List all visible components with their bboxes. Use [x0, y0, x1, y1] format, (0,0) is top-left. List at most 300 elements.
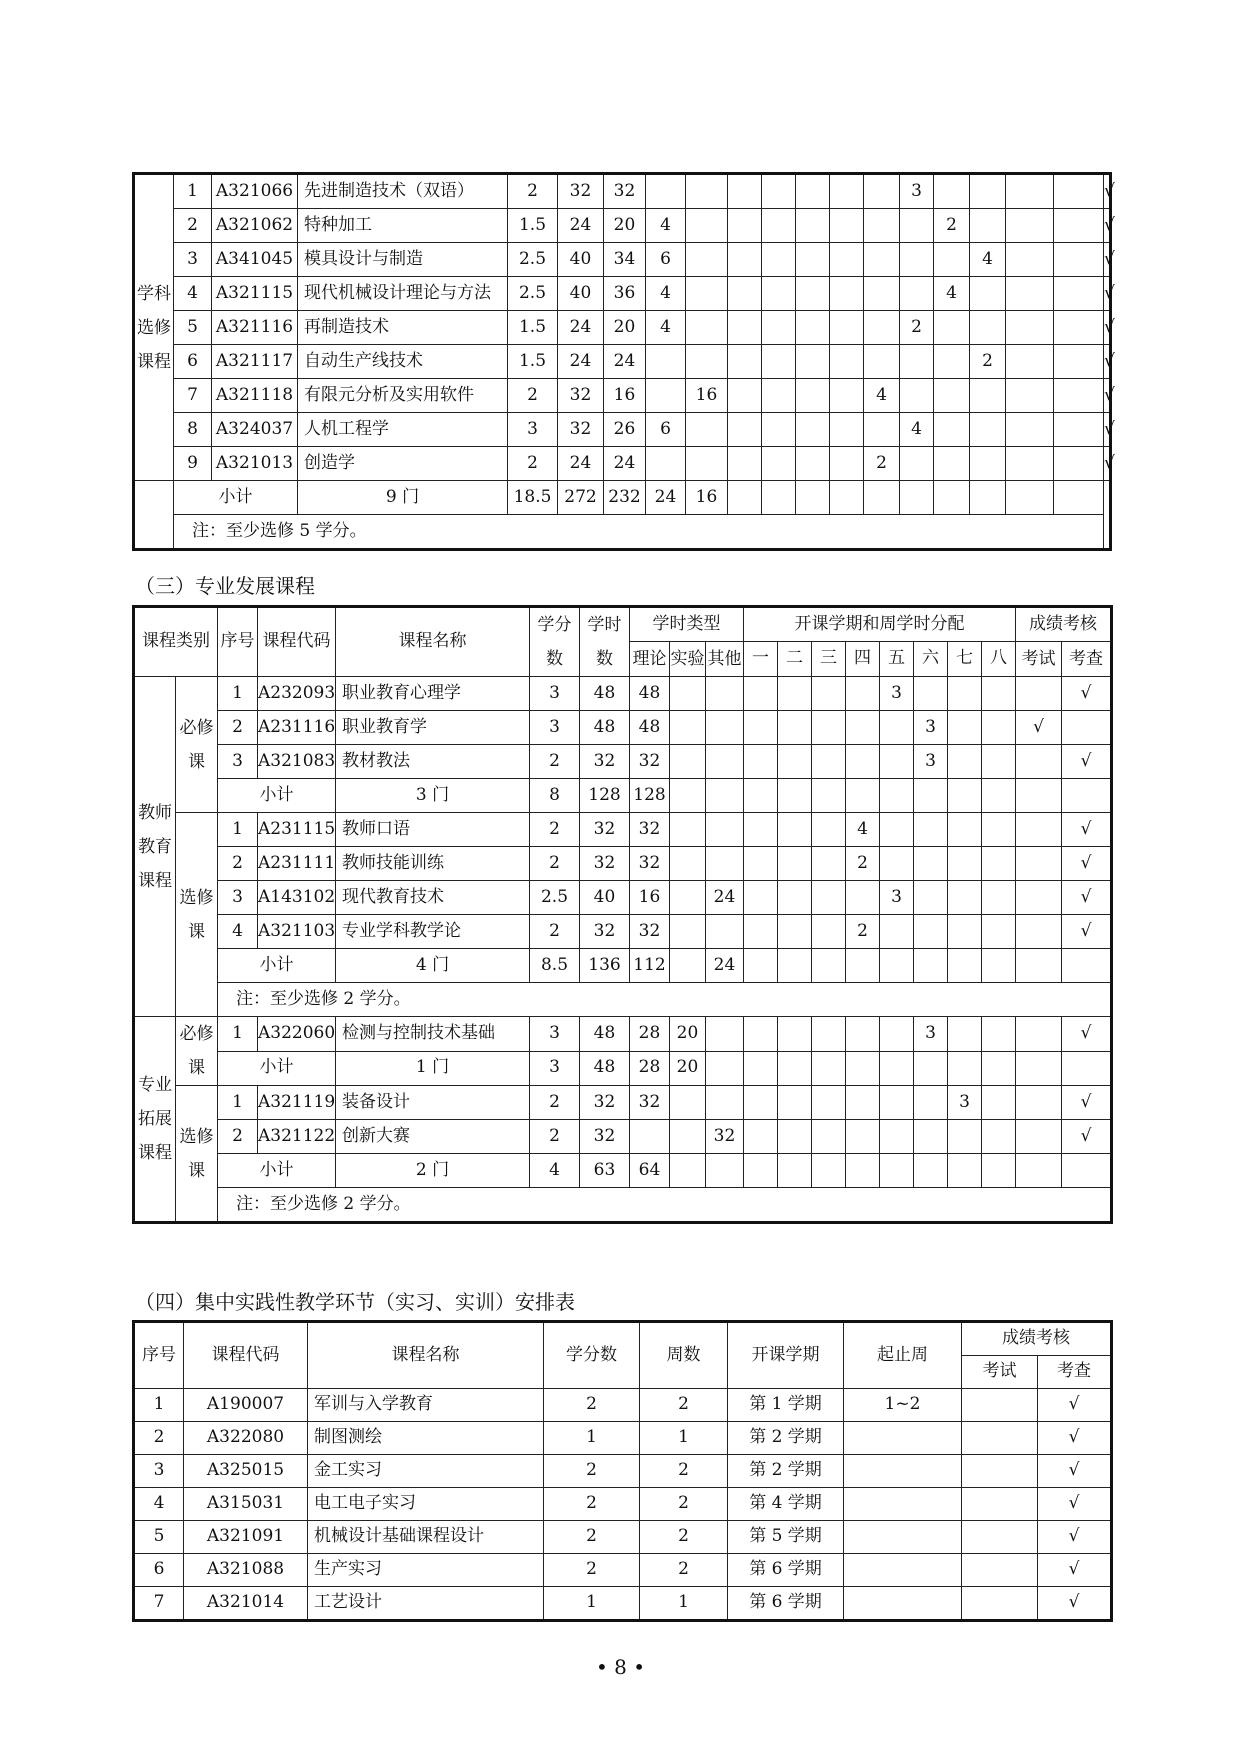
table-cell: [812, 813, 846, 847]
table-cell: [934, 413, 970, 447]
table-cell: 1: [174, 174, 212, 209]
table-cell: [948, 1017, 982, 1052]
table-cell: [864, 413, 900, 447]
table-cell: [880, 779, 914, 813]
header-seq: 序号: [134, 1322, 184, 1389]
table-cell: 40: [580, 881, 630, 915]
table-cell: [880, 745, 914, 779]
table-cell: [646, 345, 686, 379]
table-cell: 1: [640, 1587, 728, 1621]
table-cell: [778, 1051, 812, 1086]
table-cell: [934, 311, 970, 345]
table-cell: [762, 311, 796, 345]
table-cell: 3: [948, 1086, 982, 1120]
table-cell: 4: [646, 277, 686, 311]
table-cell: 1~2: [844, 1389, 962, 1422]
table-row: [134, 209, 1111, 243]
table-cell: √: [1038, 1587, 1112, 1621]
table-cell: 第 5 学期: [728, 1521, 844, 1554]
table-cell: 36: [604, 277, 646, 311]
subtotal-value: 18.5: [508, 481, 558, 515]
table-cell: 136: [580, 949, 630, 983]
table-cell: 3: [174, 243, 212, 277]
header-name: 课程名称: [308, 1322, 544, 1389]
table-cell: 8: [530, 779, 580, 813]
header-sem-7: 七: [948, 642, 982, 677]
table-cell: √: [1104, 243, 1111, 277]
table-cell: 4: [846, 813, 880, 847]
table-cell: [948, 711, 982, 745]
table-cell: 2: [640, 1389, 728, 1422]
table-cell: [982, 915, 1016, 949]
table-cell: 28: [630, 1017, 670, 1052]
table-cell: 32: [630, 915, 670, 949]
table-cell: [728, 379, 762, 413]
table-cell: [880, 915, 914, 949]
table-cell: 有限元分析及实用软件: [298, 379, 508, 413]
practice-schedule-table: [132, 1320, 1113, 1622]
note-row: [134, 1188, 1112, 1223]
table-cell: 第 2 学期: [728, 1422, 844, 1455]
table-cell: 63: [580, 1154, 630, 1188]
table-cell: 2: [508, 174, 558, 209]
table-cell: 特种加工: [298, 209, 508, 243]
header-sem-2: 二: [778, 642, 812, 677]
table-cell: 职业教育心理学: [336, 677, 530, 711]
note-text: 注：至少选修 2 学分。: [218, 1188, 1112, 1223]
table-cell: [812, 949, 846, 983]
table-cell: [844, 1587, 962, 1621]
table-cell: 16: [630, 881, 670, 915]
table-cell: 2: [544, 1389, 640, 1422]
table-cell: [646, 447, 686, 481]
table-cell: [1016, 1086, 1062, 1120]
table-cell: [778, 779, 812, 813]
table-cell: 2: [846, 847, 880, 881]
table-cell: 32: [706, 1120, 744, 1154]
table-cell: [846, 1017, 880, 1052]
table-cell: [762, 174, 796, 209]
table-cell: [830, 243, 864, 277]
table-cell: [830, 277, 864, 311]
table-cell: 3: [914, 711, 948, 745]
table-cell: 8: [174, 413, 212, 447]
table-cell: [982, 881, 1016, 915]
header-sem-5: 五: [880, 642, 914, 677]
table-cell: 40: [558, 277, 604, 311]
table-cell: 制图测绘: [308, 1422, 544, 1455]
table-cell: 2: [134, 1422, 184, 1455]
table-cell: 1: [218, 1017, 258, 1052]
table-cell: 检测与控制技术基础: [336, 1017, 530, 1052]
table-cell: 1.5: [508, 209, 558, 243]
table-cell: √: [1104, 174, 1111, 209]
table-cell: A322060: [258, 1017, 336, 1052]
table-cell: [970, 481, 1006, 515]
table-cell: 48: [580, 711, 630, 745]
table-cell: [762, 481, 796, 515]
table-cell: [982, 779, 1016, 813]
table-cell: 1.5: [508, 345, 558, 379]
subtotal-value: 16: [686, 481, 728, 515]
table-cell: [812, 677, 846, 711]
table-cell: [1054, 413, 1104, 447]
table-cell: 现代机械设计理论与方法: [298, 277, 508, 311]
table-cell: [1016, 745, 1062, 779]
table-cell: 24: [558, 311, 604, 345]
table-cell: √: [1062, 745, 1112, 779]
table-cell: √: [1104, 311, 1111, 345]
table-cell: 6: [646, 413, 686, 447]
table-cell: [744, 1154, 778, 1188]
section-title-practice: （四）集中实践性教学环节（实习、实训）安排表: [135, 1290, 575, 1314]
table-cell: [796, 174, 830, 209]
table-cell: [914, 881, 948, 915]
table-cell: [812, 881, 846, 915]
table-cell: [914, 813, 948, 847]
table-cell: [812, 1017, 846, 1052]
table-cell: √: [1062, 813, 1112, 847]
table-cell: [844, 1521, 962, 1554]
table-cell: [796, 345, 830, 379]
table-cell: [1054, 481, 1104, 515]
table-cell: A321083: [258, 745, 336, 779]
table-cell: 6: [174, 345, 212, 379]
table-cell: [1006, 379, 1054, 413]
table-row: [134, 345, 1111, 379]
subtotal-label: 小计: [174, 481, 298, 515]
table-cell: 40: [558, 243, 604, 277]
table-row: [134, 413, 1111, 447]
table-cell: 专业学科教学论: [336, 915, 530, 949]
header-sem-1: 一: [744, 642, 778, 677]
table-cell: [686, 345, 728, 379]
table-cell: [778, 745, 812, 779]
table-cell: 32: [630, 1086, 670, 1120]
table-cell: [982, 1120, 1016, 1154]
table-cell: [796, 413, 830, 447]
table-cell: 2: [508, 379, 558, 413]
table-cell: [812, 1120, 846, 1154]
table-cell: √: [1038, 1389, 1112, 1422]
table-cell: 2: [530, 745, 580, 779]
table-cell: [1054, 447, 1104, 481]
table-cell: A143102: [258, 881, 336, 915]
subtotal-count: 9 门: [298, 481, 508, 515]
table-cell: [970, 379, 1006, 413]
table-cell: [982, 677, 1016, 711]
section-title-professional-development: （三）专业发展课程: [135, 574, 315, 598]
table-cell: [744, 847, 778, 881]
table-cell: √: [1016, 711, 1062, 745]
table-cell: [670, 881, 706, 915]
table-cell: [686, 311, 728, 345]
table-row: [134, 379, 1111, 413]
group-cell: 专业拓展课程: [134, 1017, 176, 1223]
header-sem-8: 八: [982, 642, 1016, 677]
header-assessment: 成绩考核: [962, 1322, 1112, 1356]
table-cell: [1054, 243, 1104, 277]
table-cell: 2: [640, 1488, 728, 1521]
header-sem-6: 六: [914, 642, 948, 677]
table-cell: [744, 881, 778, 915]
table-cell: [630, 1120, 670, 1154]
subtotal-row: [134, 949, 1112, 983]
table-cell: 48: [580, 1051, 630, 1086]
table-cell: 2: [530, 915, 580, 949]
table-cell: A231116: [258, 711, 336, 745]
table-cell: [914, 949, 948, 983]
table-cell: [670, 1086, 706, 1120]
table-cell: 2: [218, 847, 258, 881]
table-cell: [914, 1120, 948, 1154]
table-cell: [830, 174, 864, 209]
table-row: [134, 1389, 1112, 1422]
table-cell: [762, 379, 796, 413]
table-cell: 1: [218, 677, 258, 711]
table-cell: 24: [558, 447, 604, 481]
table-cell: 20: [604, 209, 646, 243]
table-cell: [744, 711, 778, 745]
table-cell: 24: [706, 949, 744, 983]
table-cell: 32: [558, 379, 604, 413]
table-cell: 职业教育学: [336, 711, 530, 745]
table-cell: 机械设计基础课程设计: [308, 1521, 544, 1554]
table-cell: √: [1062, 1017, 1112, 1052]
table-cell: [830, 447, 864, 481]
table-cell: [962, 1422, 1038, 1455]
table-cell: 16: [686, 379, 728, 413]
table-cell: 2: [640, 1455, 728, 1488]
table-cell: 32: [604, 174, 646, 209]
table-cell: A321117: [212, 345, 298, 379]
table-cell: [706, 1051, 744, 1086]
table-cell: [670, 949, 706, 983]
table-cell: 3: [530, 711, 580, 745]
table-cell: 创新大赛: [336, 1120, 530, 1154]
table-cell: [900, 447, 934, 481]
table-cell: [1006, 311, 1054, 345]
table-cell: [914, 1086, 948, 1120]
table-cell: [744, 779, 778, 813]
table-cell: [778, 949, 812, 983]
table-cell: [864, 174, 900, 209]
header-span: 起止周: [844, 1322, 962, 1389]
table-cell: 64: [630, 1154, 670, 1188]
table-row: [134, 243, 1111, 277]
table-cell: 先进制造技术（双语）: [298, 174, 508, 209]
table-cell: [1054, 379, 1104, 413]
table-cell: 3: [218, 745, 258, 779]
table-cell: 32: [558, 174, 604, 209]
table-cell: 教师技能训练: [336, 847, 530, 881]
table-cell: [970, 209, 1006, 243]
table-cell: [846, 711, 880, 745]
table-cell: 4: [218, 915, 258, 949]
table-cell: [744, 915, 778, 949]
table-row: [134, 1422, 1112, 1455]
header-exam: 考试: [962, 1356, 1038, 1389]
table-cell: [844, 1554, 962, 1587]
subtotal-count: 3 门: [336, 779, 530, 813]
table-cell: A321118: [212, 379, 298, 413]
table-cell: [1016, 1051, 1062, 1086]
table-cell: 2: [544, 1455, 640, 1488]
table-cell: [744, 1086, 778, 1120]
table-cell: [962, 1587, 1038, 1621]
table-cell: [1054, 345, 1104, 379]
table-cell: [864, 311, 900, 345]
table-cell: A324037: [212, 413, 298, 447]
table-cell: √: [1038, 1554, 1112, 1587]
subtotal-count: 2 门: [336, 1154, 530, 1188]
table-cell: [728, 447, 762, 481]
table-cell: √: [1104, 345, 1111, 379]
table-cell: [706, 745, 744, 779]
table-cell: 3: [914, 745, 948, 779]
table-cell: [1006, 277, 1054, 311]
table-cell: 2: [846, 915, 880, 949]
table-cell: 5: [134, 1521, 184, 1554]
table-cell: [1006, 209, 1054, 243]
table-cell: 2: [530, 813, 580, 847]
table-cell: [846, 1154, 880, 1188]
table-cell: 4: [900, 413, 934, 447]
table-cell: 128: [580, 779, 630, 813]
table-row: [134, 745, 1112, 779]
table-cell: [728, 243, 762, 277]
table-cell: [880, 1051, 914, 1086]
table-cell: [778, 1120, 812, 1154]
table-cell: 6: [134, 1554, 184, 1587]
table-cell: [948, 1154, 982, 1188]
table-cell: [796, 209, 830, 243]
header-exam: 考试: [1016, 642, 1062, 677]
table-cell: [812, 1154, 846, 1188]
table-row: [134, 1488, 1112, 1521]
table-cell: [778, 813, 812, 847]
table-cell: [1016, 915, 1062, 949]
table-cell: [686, 413, 728, 447]
table-cell: 24: [604, 345, 646, 379]
table-cell: [970, 447, 1006, 481]
table-cell: √: [1038, 1488, 1112, 1521]
table-cell: [864, 209, 900, 243]
table-row: [134, 174, 1111, 209]
table-row: [134, 311, 1111, 345]
table-cell: [962, 1455, 1038, 1488]
table-cell: [880, 813, 914, 847]
table-cell: [982, 813, 1016, 847]
table-cell: [706, 847, 744, 881]
table-cell: [900, 209, 934, 243]
table-cell: 32: [630, 847, 670, 881]
table-cell: 模具设计与制造: [298, 243, 508, 277]
table-cell: [830, 311, 864, 345]
table-cell: 3: [134, 1455, 184, 1488]
subgroup-cell: 选修课: [176, 1086, 218, 1223]
table-cell: [670, 813, 706, 847]
table-cell: √: [1062, 881, 1112, 915]
table-cell: [778, 1017, 812, 1052]
table-cell: 2: [218, 711, 258, 745]
table-cell: [1054, 209, 1104, 243]
table-cell: [914, 677, 948, 711]
table-cell: 2: [970, 345, 1006, 379]
table-cell: 2: [900, 311, 934, 345]
table-cell: [796, 243, 830, 277]
table-cell: 2: [544, 1521, 640, 1554]
table-cell: 128: [630, 779, 670, 813]
table-cell: [846, 1120, 880, 1154]
table-cell: 3: [508, 413, 558, 447]
table-cell: [948, 881, 982, 915]
table-cell: 20: [670, 1017, 706, 1052]
table-cell: 8.5: [530, 949, 580, 983]
table-cell: [686, 243, 728, 277]
table-cell: [1062, 711, 1112, 745]
table-cell: 金工实习: [308, 1455, 544, 1488]
table-cell: 2.5: [508, 243, 558, 277]
table-cell: 1: [218, 813, 258, 847]
header-credit: 学分数: [544, 1322, 640, 1389]
table-cell: [962, 1554, 1038, 1587]
header-lab: 实验: [670, 642, 706, 677]
table-cell: [880, 711, 914, 745]
table-cell: [900, 481, 934, 515]
table-cell: 32: [580, 1086, 630, 1120]
table-cell: 电工电子实习: [308, 1488, 544, 1521]
table-row: [134, 915, 1112, 949]
table-cell: 3: [530, 677, 580, 711]
table-cell: 48: [630, 677, 670, 711]
table-cell: [880, 1017, 914, 1052]
table-cell: A321013: [212, 447, 298, 481]
table-cell: [1062, 1154, 1112, 1188]
header-code: 课程代码: [184, 1322, 308, 1389]
table-cell: [864, 243, 900, 277]
subtotal-row: [134, 779, 1112, 813]
table-cell: 军训与入学教育: [308, 1389, 544, 1422]
table-cell: [934, 174, 970, 209]
table-cell: 2.5: [508, 277, 558, 311]
table-cell: [728, 481, 762, 515]
table-cell: 教材教法: [336, 745, 530, 779]
table-row: [134, 1521, 1112, 1554]
table-cell: A321091: [184, 1521, 308, 1554]
table-cell: 第 6 学期: [728, 1554, 844, 1587]
table-cell: [830, 481, 864, 515]
table-cell: 7: [174, 379, 212, 413]
table-row: [134, 677, 1112, 711]
table-cell: √: [1104, 209, 1111, 243]
subtotal-row: [134, 1051, 1112, 1086]
header-seq: 序号: [218, 607, 258, 677]
table-cell: 教师口语: [336, 813, 530, 847]
table-cell: 第 2 学期: [728, 1455, 844, 1488]
table-cell: [646, 174, 686, 209]
table-cell: [646, 379, 686, 413]
table-cell: [982, 1051, 1016, 1086]
table-cell: [934, 243, 970, 277]
table-cell: [762, 413, 796, 447]
header-name: 课程名称: [336, 607, 530, 677]
table-cell: [970, 174, 1006, 209]
table-cell: 3: [880, 677, 914, 711]
table-cell: [864, 345, 900, 379]
subtotal-value: 24: [646, 481, 686, 515]
subtotal-count: 1 门: [336, 1051, 530, 1086]
